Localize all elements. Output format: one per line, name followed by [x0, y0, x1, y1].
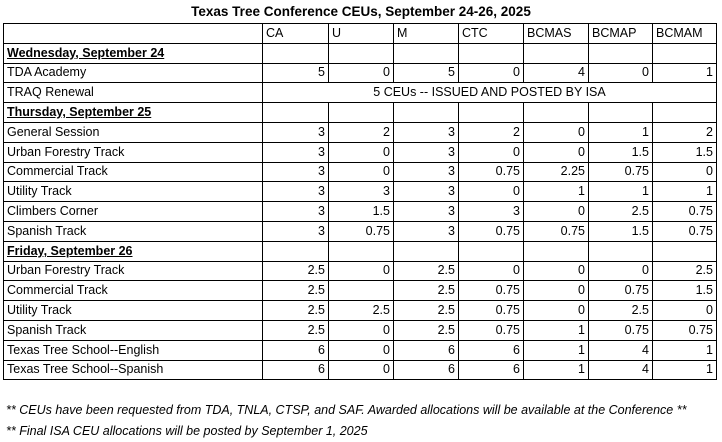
row-label: Urban Forestry Track [4, 261, 263, 281]
ceu-value-bcmap: 0.75 [589, 320, 653, 340]
ceu-value-u: 0.75 [329, 221, 394, 241]
ceu-value-u: 0 [329, 360, 394, 380]
ceu-value-bcmas: 0 [524, 281, 589, 301]
column-header-u: U [329, 24, 394, 44]
table-row [4, 63, 717, 83]
ceu-value-bcmap: 0 [589, 63, 653, 83]
table-row [4, 281, 717, 301]
row-label: TRAQ Renewal [4, 83, 263, 103]
ceu-value-bcmap: 4 [589, 340, 653, 360]
ceu-value-bcmap: 0.75 [589, 281, 653, 301]
ceu-value-u [329, 281, 394, 301]
ceu-value-bcmas: 4 [524, 63, 589, 83]
empty-cell [329, 43, 394, 63]
ceu-value-bcmas: 0 [524, 261, 589, 281]
ceu-value-m: 3 [394, 182, 459, 202]
footnote-isa-posting: ** Final ISA CEU allocations will be posted by September 1, 2025 [6, 424, 368, 438]
ceu-value-ctc: 6 [459, 340, 524, 360]
ceu-value-bcmam: 1.5 [653, 142, 717, 162]
ceu-value-bcmam: 1 [653, 182, 717, 202]
header-row [4, 24, 717, 44]
ceu-value-m: 2.5 [394, 261, 459, 281]
empty-cell [263, 43, 329, 63]
ceu-value-bcmap: 1 [589, 122, 653, 142]
ceu-value-bcmam: 0.75 [653, 202, 717, 222]
ceu-value-bcmap: 1.5 [589, 221, 653, 241]
ceu-value-ca: 3 [263, 221, 329, 241]
column-header-bcmas: BCMAS [524, 24, 589, 44]
ceu-value-bcmap: 2.5 [589, 202, 653, 222]
ceu-value-ca: 3 [263, 162, 329, 182]
ceu-value-ca: 6 [263, 340, 329, 360]
row-label: General Session [4, 122, 263, 142]
ceu-value-ca: 5 [263, 63, 329, 83]
ceu-value-u: 0 [329, 142, 394, 162]
section-row [4, 241, 717, 261]
ceu-value-bcmas: 0.75 [524, 221, 589, 241]
ceu-value-u: 1.5 [329, 202, 394, 222]
table-row [4, 301, 717, 321]
table-row [4, 360, 717, 380]
empty-cell [589, 241, 653, 261]
ceu-value-bcmas: 0 [524, 202, 589, 222]
ceu-value-bcmam: 1 [653, 63, 717, 83]
merged-note-cell: 5 CEUs -- ISSUED AND POSTED BY ISA [263, 83, 717, 103]
empty-cell [394, 241, 459, 261]
ceu-value-bcmam: 0.75 [653, 221, 717, 241]
ceu-value-ca: 6 [263, 360, 329, 380]
ceu-value-m: 3 [394, 142, 459, 162]
ceu-value-ctc: 0.75 [459, 301, 524, 321]
ceu-value-bcmam: 1 [653, 360, 717, 380]
ceu-value-ca: 2.5 [263, 261, 329, 281]
ceu-value-m: 3 [394, 162, 459, 182]
ceu-value-ctc: 0 [459, 142, 524, 162]
ceu-value-bcmam: 0 [653, 301, 717, 321]
ceu-value-ctc: 6 [459, 360, 524, 380]
ceu-value-bcmas: 1 [524, 340, 589, 360]
ceu-value-bcmam: 0 [653, 162, 717, 182]
empty-cell [459, 103, 524, 123]
ceu-value-bcmas: 0 [524, 301, 589, 321]
footnotes [6, 400, 686, 442]
ceu-value-ctc: 0 [459, 261, 524, 281]
row-label: Utility Track [4, 182, 263, 202]
empty-cell [524, 43, 589, 63]
empty-cell [263, 103, 329, 123]
table-row [4, 182, 717, 202]
ceu-value-bcmap: 1.5 [589, 142, 653, 162]
row-label: Spanish Track [4, 221, 263, 241]
ceu-value-ctc: 0 [459, 63, 524, 83]
ceu-value-u: 0 [329, 320, 394, 340]
column-header-bcmam: BCMAM [653, 24, 717, 44]
ceu-value-u: 3 [329, 182, 394, 202]
ceu-value-ca: 3 [263, 142, 329, 162]
section-heading: Wednesday, September 24 [4, 43, 263, 63]
empty-cell [524, 103, 589, 123]
table-row [4, 221, 717, 241]
empty-cell [653, 43, 717, 63]
ceu-value-ca: 2.5 [263, 281, 329, 301]
column-header-m: M [394, 24, 459, 44]
ceu-value-u: 0 [329, 340, 394, 360]
row-label: Texas Tree School--English [4, 340, 263, 360]
table-row [4, 202, 717, 222]
page-title: Texas Tree Conference CEUs, September 24-26, 2025 [191, 4, 531, 19]
ceu-value-m: 2.5 [394, 281, 459, 301]
table-row [4, 83, 717, 103]
ceu-value-ca: 2.5 [263, 301, 329, 321]
ceu-value-bcmam: 0.75 [653, 320, 717, 340]
empty-cell [653, 103, 717, 123]
table-row [4, 320, 717, 340]
section-row [4, 103, 717, 123]
ceu-value-bcmam: 2 [653, 122, 717, 142]
ceu-value-ca: 3 [263, 182, 329, 202]
ceu-value-ctc: 0 [459, 182, 524, 202]
empty-cell [329, 241, 394, 261]
footnote-ceu-requested: ** CEUs have been requested from TDA, TNLA, CTSP, and SAF. Awarded allocations will be available at the Conference ** [6, 403, 687, 417]
ceu-value-bcmas: 2.25 [524, 162, 589, 182]
empty-cell [394, 43, 459, 63]
ceu-value-bcmap: 0 [589, 261, 653, 281]
ceu-value-m: 2.5 [394, 320, 459, 340]
ceu-value-m: 3 [394, 221, 459, 241]
table-row [4, 340, 717, 360]
ceu-value-bcmap: 4 [589, 360, 653, 380]
row-label: Climbers Corner [4, 202, 263, 222]
table-row [4, 162, 717, 182]
ceu-value-m: 2.5 [394, 301, 459, 321]
empty-cell [263, 241, 329, 261]
row-label: Commercial Track [4, 162, 263, 182]
ceu-value-bcmas: 1 [524, 320, 589, 340]
ceu-value-m: 6 [394, 340, 459, 360]
column-header-ctc: CTC [459, 24, 524, 44]
ceu-value-ctc: 2 [459, 122, 524, 142]
row-label: Urban Forestry Track [4, 142, 263, 162]
empty-cell [459, 241, 524, 261]
table-row [4, 261, 717, 281]
empty-cell [589, 43, 653, 63]
empty-cell [589, 103, 653, 123]
ceu-value-ca: 2.5 [263, 320, 329, 340]
ceu-value-bcmas: 1 [524, 360, 589, 380]
empty-cell [329, 103, 394, 123]
row-label: Spanish Track [4, 320, 263, 340]
table-row [4, 122, 717, 142]
ceu-value-u: 0 [329, 63, 394, 83]
ceu-table [3, 23, 717, 380]
empty-cell [653, 241, 717, 261]
empty-cell [524, 241, 589, 261]
empty-cell [394, 103, 459, 123]
ceu-value-m: 3 [394, 202, 459, 222]
ceu-value-u: 2 [329, 122, 394, 142]
ceu-value-ctc: 0.75 [459, 320, 524, 340]
ceu-value-bcmap: 1 [589, 182, 653, 202]
section-heading: Friday, September 26 [4, 241, 263, 261]
ceu-value-ctc: 0.75 [459, 221, 524, 241]
ceu-value-ctc: 3 [459, 202, 524, 222]
ceu-value-bcmas: 0 [524, 122, 589, 142]
ceu-value-bcmap: 0.75 [589, 162, 653, 182]
row-label: Texas Tree School--Spanish [4, 360, 263, 380]
column-header-bcmap: BCMAP [589, 24, 653, 44]
section-row [4, 43, 717, 63]
ceu-value-bcmam: 1 [653, 340, 717, 360]
ceu-value-bcmap: 2.5 [589, 301, 653, 321]
ceu-value-u: 0 [329, 261, 394, 281]
column-header-ca: CA [263, 24, 329, 44]
ceu-value-u: 0 [329, 162, 394, 182]
row-label: TDA Academy [4, 63, 263, 83]
ceu-value-bcmas: 1 [524, 182, 589, 202]
row-label: Commercial Track [4, 281, 263, 301]
ceu-value-m: 6 [394, 360, 459, 380]
ceu-value-bcmas: 0 [524, 142, 589, 162]
ceu-value-bcmam: 1.5 [653, 281, 717, 301]
ceu-value-ctc: 0.75 [459, 162, 524, 182]
table-row [4, 142, 717, 162]
empty-cell [459, 43, 524, 63]
ceu-value-bcmam: 2.5 [653, 261, 717, 281]
ceu-value-m: 3 [394, 122, 459, 142]
section-heading: Thursday, September 25 [4, 103, 263, 123]
row-label: Utility Track [4, 301, 263, 321]
ceu-value-m: 5 [394, 63, 459, 83]
ceu-value-ca: 3 [263, 122, 329, 142]
header-corner-cell [4, 24, 263, 44]
ceu-value-ca: 3 [263, 202, 329, 222]
ceu-value-u: 2.5 [329, 301, 394, 321]
ceu-value-ctc: 0.75 [459, 281, 524, 301]
